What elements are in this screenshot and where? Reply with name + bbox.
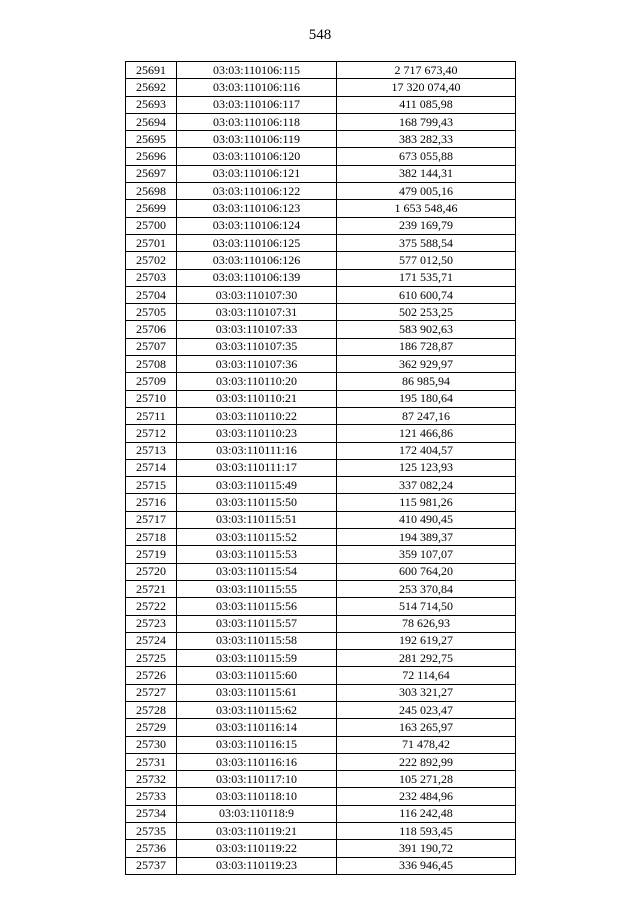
row-number-cell: 25708 — [126, 356, 177, 373]
table-row — [126, 494, 516, 511]
table-row — [126, 598, 516, 615]
cadastral-value-cell: 253 370,84 — [337, 580, 516, 597]
cadastral-value-cell: 71 478,42 — [337, 736, 516, 753]
cadastral-number-cell: 03:03:110107:33 — [177, 321, 337, 338]
page-number: 548 — [308, 27, 332, 43]
cadastral-value-cell: 303 321,27 — [337, 684, 516, 701]
row-number-cell: 25718 — [126, 529, 177, 546]
cadastral-number-cell: 03:03:110115:59 — [177, 650, 337, 667]
cadastral-value-cell: 359 107,07 — [337, 546, 516, 563]
cadastral-number-cell: 03:03:110115:62 — [177, 701, 337, 718]
cadastral-number-cell: 03:03:110106:121 — [177, 165, 337, 182]
cadastral-value-cell: 121 466,86 — [337, 425, 516, 442]
table-row — [126, 511, 516, 528]
row-number-cell: 25728 — [126, 701, 177, 718]
cadastral-value-cell: 281 292,75 — [337, 650, 516, 667]
table-row — [126, 477, 516, 494]
cadastral-number-cell: 03:03:110106:124 — [177, 217, 337, 234]
cadastral-number-cell: 03:03:110115:56 — [177, 598, 337, 615]
table-row — [126, 580, 516, 597]
cadastral-number-cell: 03:03:110106:126 — [177, 252, 337, 269]
table-row — [126, 442, 516, 459]
row-number-cell: 25711 — [126, 407, 177, 424]
row-number-cell: 25698 — [126, 183, 177, 200]
cadastral-value-cell: 186 728,87 — [337, 338, 516, 355]
cadastral-number-cell: 03:03:110115:53 — [177, 546, 337, 563]
table-row — [126, 217, 516, 234]
cadastral-value-cell: 375 588,54 — [337, 234, 516, 251]
row-number-cell: 25694 — [126, 113, 177, 130]
row-number-cell: 25729 — [126, 719, 177, 736]
cadastral-number-cell: 03:03:110106:139 — [177, 269, 337, 286]
table-row — [126, 546, 516, 563]
row-number-cell: 25731 — [126, 753, 177, 770]
row-number-cell: 25703 — [126, 269, 177, 286]
cadastral-number-cell: 03:03:110107:36 — [177, 356, 337, 373]
cadastral-number-cell: 03:03:110115:61 — [177, 684, 337, 701]
table-row — [126, 304, 516, 321]
cadastral-value-cell: 600 764,20 — [337, 563, 516, 580]
cadastral-value-cell: 337 082,24 — [337, 477, 516, 494]
cadastral-value-cell: 168 799,43 — [337, 113, 516, 130]
cadastral-number-cell: 03:03:110118:10 — [177, 788, 337, 805]
cadastral-value-cell: 78 626,93 — [337, 615, 516, 632]
row-number-cell: 25735 — [126, 823, 177, 840]
cadastral-value-cell: 163 265,97 — [337, 719, 516, 736]
cadastral-number-cell: 03:03:110115:50 — [177, 494, 337, 511]
cadastral-value-cell: 479 005,16 — [337, 183, 516, 200]
cadastral-value-cell: 577 012,50 — [337, 252, 516, 269]
cadastral-number-cell: 03:03:110111:17 — [177, 459, 337, 476]
row-number-cell: 25734 — [126, 805, 177, 822]
cadastral-value-cell: 410 490,45 — [337, 511, 516, 528]
cadastral-value-cell: 172 404,57 — [337, 442, 516, 459]
table-row — [126, 113, 516, 130]
cadastral-value-cell: 391 190,72 — [337, 840, 516, 857]
row-number-cell: 25721 — [126, 580, 177, 597]
table-row — [126, 771, 516, 788]
table-row — [126, 632, 516, 649]
table-row — [126, 529, 516, 546]
cadastral-number-cell: 03:03:110106:115 — [177, 62, 337, 79]
cadastral-number-cell: 03:03:110117:10 — [177, 771, 337, 788]
cadastral-value-cell: 116 242,48 — [337, 805, 516, 822]
cadastral-number-cell: 03:03:110107:35 — [177, 338, 337, 355]
row-number-cell: 25696 — [126, 148, 177, 165]
row-number-cell: 25697 — [126, 165, 177, 182]
row-number-cell: 25710 — [126, 390, 177, 407]
table-row — [126, 183, 516, 200]
cadastral-value-cell: 195 180,64 — [337, 390, 516, 407]
cadastral-number-cell: 03:03:110116:14 — [177, 719, 337, 736]
cadastral-value-cell: 411 085,98 — [337, 96, 516, 113]
cadastral-value-cell: 105 271,28 — [337, 771, 516, 788]
table-row — [126, 79, 516, 96]
table-row — [126, 805, 516, 822]
table-row — [126, 736, 516, 753]
row-number-cell: 25736 — [126, 840, 177, 857]
row-number-cell: 25732 — [126, 771, 177, 788]
cadastral-value-cell: 222 892,99 — [337, 753, 516, 770]
row-number-cell: 25715 — [126, 477, 177, 494]
cadastral-number-cell: 03:03:110110:23 — [177, 425, 337, 442]
cadastral-value-cell: 383 282,33 — [337, 131, 516, 148]
row-number-cell: 25709 — [126, 373, 177, 390]
cadastral-value-cell: 72 114,64 — [337, 667, 516, 684]
cadastral-number-cell: 03:03:110115:57 — [177, 615, 337, 632]
row-number-cell: 25733 — [126, 788, 177, 805]
cadastral-value-cell: 382 144,31 — [337, 165, 516, 182]
cadastral-number-cell: 03:03:110116:16 — [177, 753, 337, 770]
table-row — [126, 407, 516, 424]
cadastral-value-cell: 336 946,45 — [337, 857, 516, 874]
cadastral-number-cell: 03:03:110115:60 — [177, 667, 337, 684]
cadastral-number-cell: 03:03:110106:125 — [177, 234, 337, 251]
row-number-cell: 25704 — [126, 286, 177, 303]
row-number-cell: 25730 — [126, 736, 177, 753]
row-number-cell: 25695 — [126, 131, 177, 148]
cadastral-number-cell: 03:03:110111:16 — [177, 442, 337, 459]
cadastral-number-cell: 03:03:110115:54 — [177, 563, 337, 580]
cadastral-number-cell: 03:03:110119:23 — [177, 857, 337, 874]
table-row — [126, 390, 516, 407]
table-row — [126, 269, 516, 286]
table-row — [126, 165, 516, 182]
cadastral-value-cell: 194 389,37 — [337, 529, 516, 546]
table-row — [126, 96, 516, 113]
table-row — [126, 62, 516, 79]
cadastral-value-cell: 245 023,47 — [337, 701, 516, 718]
cadastral-number-cell: 03:03:110106:116 — [177, 79, 337, 96]
cadastral-value-cell: 118 593,45 — [337, 823, 516, 840]
row-number-cell: 25717 — [126, 511, 177, 528]
table-row — [126, 356, 516, 373]
row-number-cell: 25692 — [126, 79, 177, 96]
cadastral-number-cell: 03:03:110119:21 — [177, 823, 337, 840]
row-number-cell: 25719 — [126, 546, 177, 563]
cadastral-number-cell: 03:03:110106:118 — [177, 113, 337, 130]
cadastral-value-cell: 87 247,16 — [337, 407, 516, 424]
cadastral-number-cell: 03:03:110106:117 — [177, 96, 337, 113]
table-row — [126, 857, 516, 874]
table-row — [126, 234, 516, 251]
cadastral-value-cell: 17 320 074,40 — [337, 79, 516, 96]
row-number-cell: 25691 — [126, 62, 177, 79]
cadastral-value-cell: 232 484,96 — [337, 788, 516, 805]
cadastral-value-cell: 673 055,88 — [337, 148, 516, 165]
cadastral-number-cell: 03:03:110107:30 — [177, 286, 337, 303]
cadastral-value-cell: 192 619,27 — [337, 632, 516, 649]
row-number-cell: 25701 — [126, 234, 177, 251]
cadastral-number-cell: 03:03:110106:123 — [177, 200, 337, 217]
table-row — [126, 200, 516, 217]
cadastral-value-cell: 1 653 548,46 — [337, 200, 516, 217]
cadastral-value-cell: 115 981,26 — [337, 494, 516, 511]
cadastral-number-cell: 03:03:110118:9 — [177, 805, 337, 822]
cadastral-number-cell: 03:03:110107:31 — [177, 304, 337, 321]
row-number-cell: 25700 — [126, 217, 177, 234]
row-number-cell: 25722 — [126, 598, 177, 615]
cadastral-value-cell: 610 600,74 — [337, 286, 516, 303]
cadastral-number-cell: 03:03:110115:58 — [177, 632, 337, 649]
row-number-cell: 25699 — [126, 200, 177, 217]
cadastral-number-cell: 03:03:110116:15 — [177, 736, 337, 753]
table-row — [126, 131, 516, 148]
cadastral-number-cell: 03:03:110110:21 — [177, 390, 337, 407]
row-number-cell: 25727 — [126, 684, 177, 701]
cadastral-value-table — [125, 61, 516, 875]
cadastral-number-cell: 03:03:110115:49 — [177, 477, 337, 494]
cadastral-value-cell: 362 929,97 — [337, 356, 516, 373]
row-number-cell: 25712 — [126, 425, 177, 442]
cadastral-number-cell: 03:03:110110:22 — [177, 407, 337, 424]
table-row — [126, 788, 516, 805]
table-row — [126, 373, 516, 390]
row-number-cell: 25714 — [126, 459, 177, 476]
cadastral-value-cell: 502 253,25 — [337, 304, 516, 321]
table-row — [126, 459, 516, 476]
table-row — [126, 719, 516, 736]
cadastral-number-cell: 03:03:110106:119 — [177, 131, 337, 148]
row-number-cell: 25707 — [126, 338, 177, 355]
table-row — [126, 615, 516, 632]
cadastral-value-cell: 86 985,94 — [337, 373, 516, 390]
table-body — [126, 62, 516, 875]
row-number-cell: 25725 — [126, 650, 177, 667]
table-row — [126, 252, 516, 269]
cadastral-number-cell: 03:03:110110:20 — [177, 373, 337, 390]
cadastral-number-cell: 03:03:110106:120 — [177, 148, 337, 165]
row-number-cell: 25720 — [126, 563, 177, 580]
row-number-cell: 25723 — [126, 615, 177, 632]
cadastral-value-cell: 125 123,93 — [337, 459, 516, 476]
table-row — [126, 321, 516, 338]
cadastral-value-cell: 171 535,71 — [337, 269, 516, 286]
table-row — [126, 148, 516, 165]
cadastral-number-cell: 03:03:110119:22 — [177, 840, 337, 857]
row-number-cell: 25693 — [126, 96, 177, 113]
row-number-cell: 25713 — [126, 442, 177, 459]
row-number-cell: 25726 — [126, 667, 177, 684]
row-number-cell: 25724 — [126, 632, 177, 649]
table-row — [126, 753, 516, 770]
cadastral-value-cell: 2 717 673,40 — [337, 62, 516, 79]
table-row — [126, 667, 516, 684]
cadastral-number-cell: 03:03:110115:51 — [177, 511, 337, 528]
row-number-cell: 25702 — [126, 252, 177, 269]
table-row — [126, 563, 516, 580]
row-number-cell: 25706 — [126, 321, 177, 338]
cadastral-number-cell: 03:03:110106:122 — [177, 183, 337, 200]
table-row — [126, 425, 516, 442]
row-number-cell: 25737 — [126, 857, 177, 874]
cadastral-number-cell: 03:03:110115:52 — [177, 529, 337, 546]
table-row — [126, 684, 516, 701]
cadastral-value-cell: 514 714,50 — [337, 598, 516, 615]
cadastral-number-cell: 03:03:110115:55 — [177, 580, 337, 597]
table-row — [126, 338, 516, 355]
table-row — [126, 823, 516, 840]
cadastral-value-cell: 239 169,79 — [337, 217, 516, 234]
table-row — [126, 650, 516, 667]
row-number-cell: 25705 — [126, 304, 177, 321]
row-number-cell: 25716 — [126, 494, 177, 511]
table-row — [126, 701, 516, 718]
table-row — [126, 840, 516, 857]
cadastral-value-cell: 583 902,63 — [337, 321, 516, 338]
table-row — [126, 286, 516, 303]
